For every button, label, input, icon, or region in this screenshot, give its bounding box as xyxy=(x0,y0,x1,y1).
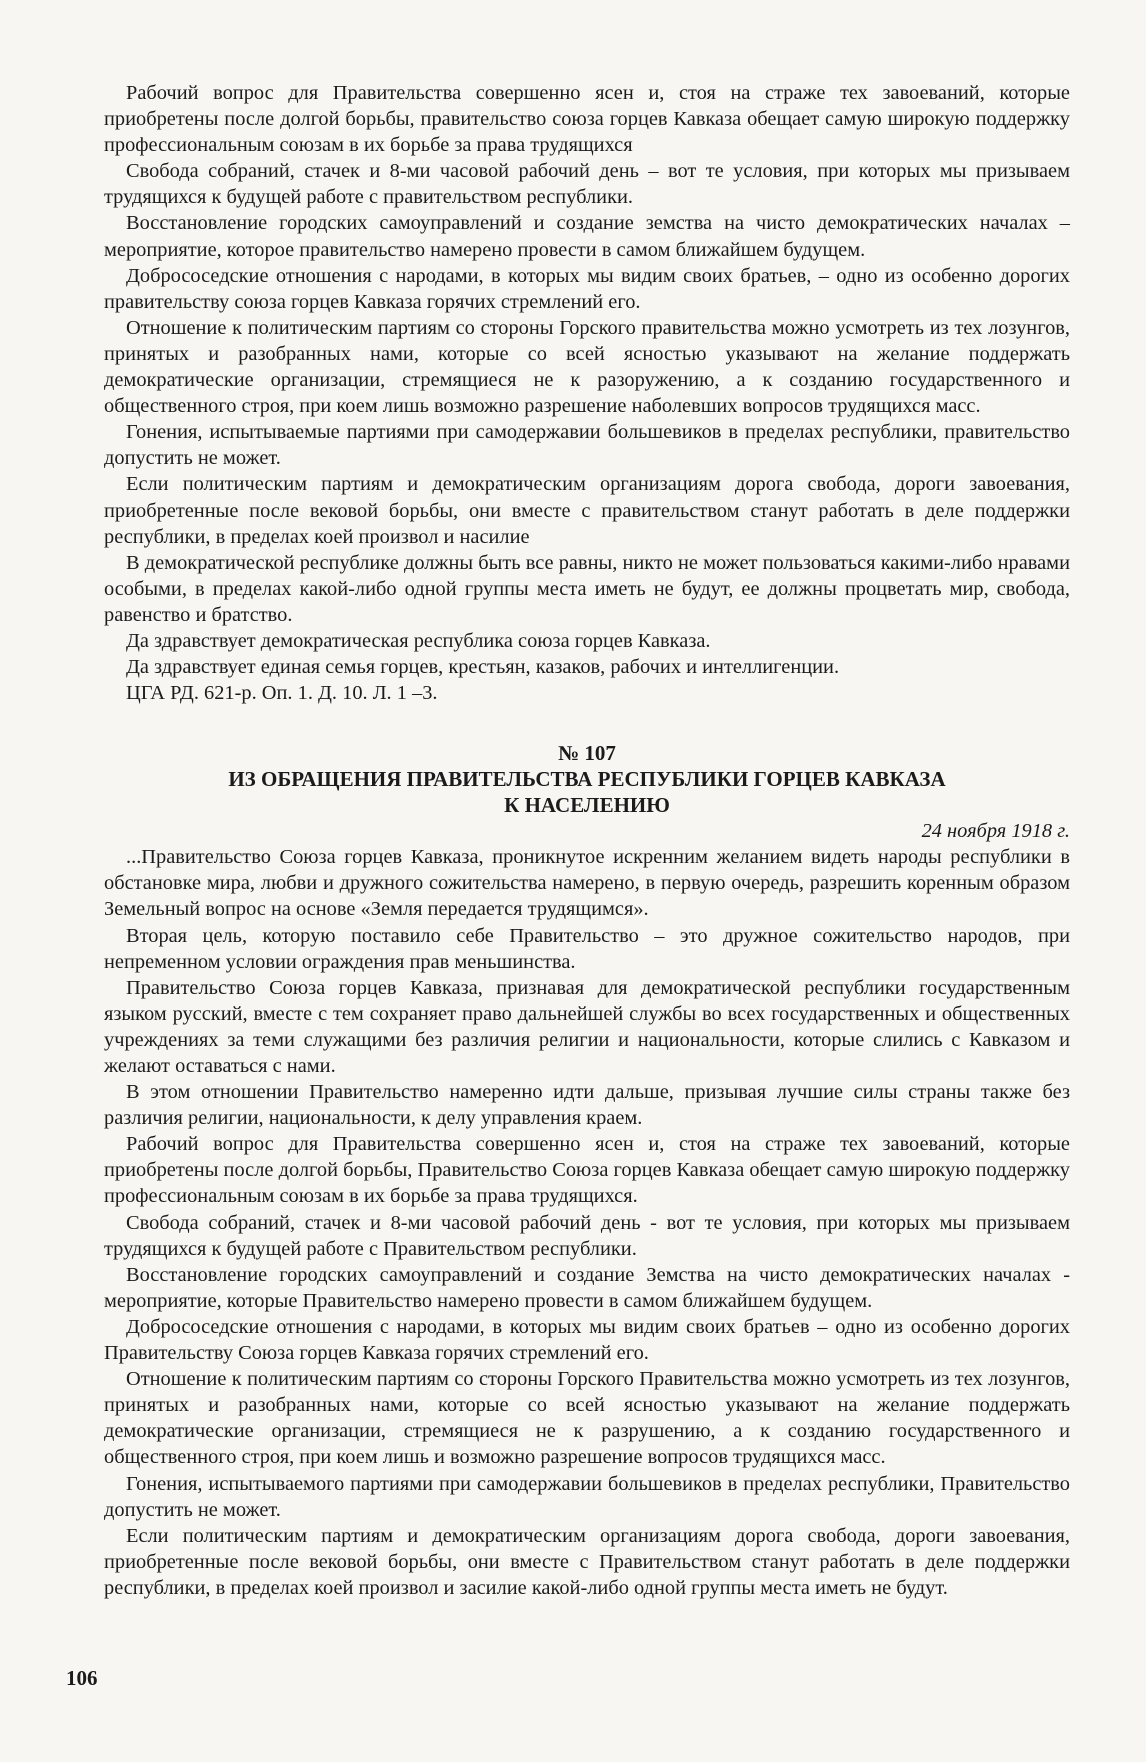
continued-section xyxy=(104,80,1070,706)
paragraph: Восстановление городских самоуправлений и создание земства на чисто демократических началах – мероприятие, которое правительство намерено провести в самом ближайшем будущем. xyxy=(104,212,1070,261)
paragraph: Свобода собраний, стачек и 8-ми часовой рабочий день - вот те условия, при которых мы призываем трудящихся к будущей работе с Правительством республики. xyxy=(104,1211,1070,1260)
paragraph: ...Правительство Союза горцев Кавказа, проникнутое искренним желанием видеть народы республики в обстановке мира, любви и дружного сожительства намерено, в первую очередь, разрешить коренным образом Земельный вопрос на основе «Земля передается трудящимся». xyxy=(104,846,1070,921)
paragraph: Добрососедские отношения с народами, в которых мы видим своих братьев, – одно из особенно дорогих правительству союза горцев Кавказа горячих стремлений его. xyxy=(104,264,1070,313)
paragraph: Восстановление городских самоуправлений и создание Земства на чисто демократических началах - мероприятие, которые Правительство намерено провести в самом ближайшем будущем. xyxy=(104,1263,1070,1312)
paragraph: Гонения, испытываемого партиями при самодержавии большевиков в пределах республики, Правительство допустить не может. xyxy=(104,1472,1070,1521)
text-column xyxy=(104,80,1070,1601)
document-title-line-2: К НАСЕЛЕНИЮ xyxy=(504,793,670,818)
paragraph: Отношение к политическим партиям со стороны Горского правительства можно усмотреть из тех лозунгов, принятых и разобранных нами, которые со всей ясностью указывают на желание поддержать демократические организации, стремящиеся не к разоружению, а к созданию государственного и общественного строя, при коем лишь возможно разрешение наболевших вопросов трудящихся масс. xyxy=(104,316,1070,418)
paragraph: Отношение к политическим партиям со стороны Горского Правительства можно усмотреть из тех лозунгов, принятых и разобранных нами, которые со всей ясностью указывают на желание поддержать демократические организации, стремящиеся не к разрушению, а к созданию государственного и общественного строя, при коем лишь и возможно разрешение вопросов трудящихся масс. xyxy=(104,1368,1070,1469)
document-number: № 107 xyxy=(558,741,616,766)
paragraph: Рабочий вопрос для Правительства совершенно ясен и, стоя на страже тех завоеваний, которые приобретены после долгой борьбы, Правительство Союза горцев Кавказа обещает самую широкую поддержку профессиональным союзам в их борьбе за права трудящихся. xyxy=(104,1133,1070,1208)
paragraph: Вторая цель, которую поставило себе Правительство – это дружное сожительство народов, при непременном условии ограждения прав меньшинства. xyxy=(104,924,1070,973)
paragraph: Правительство Союза горцев Кавказа, признавая для демократической республики государственным языком русский, вместе с тем сохраняет право дальнейшей службы во всех государственных и общественных учреждениях за теми служащими без различия религии и национальности, которые слились с Кавказом и желают оставаться с нами. xyxy=(104,976,1070,1077)
paragraph: Гонения, испытываемые партиями при самодержавии большевиков в пределах республики, правительство допустить не может. xyxy=(104,421,1070,470)
paragraph: Если политическим партиям и демократическим организациям дорога свобода, дороги завоевания, приобретенные после вековой борьбы, они вместе с правительством станут работать в деле поддержки республики, в пределах коей произвол и насилие xyxy=(104,473,1070,548)
paragraph: Добрососедские отношения с народами, в которых мы видим своих братьев – одно из особенно дорогих Правительству Союза горцев Кавказа горячих стремлений его. xyxy=(104,1315,1070,1365)
document-body xyxy=(104,844,1070,1601)
document-title-line-1: ИЗ ОБРАЩЕНИЯ ПРАВИТЕЛЬСТВА РЕСПУБЛИКИ ГОРЦЕВ КАВКАЗА xyxy=(228,767,946,792)
document-heading xyxy=(104,740,1070,818)
paragraph: Да здравствует единая семья горцев, крестьян, казаков, рабочих и интеллигенции. xyxy=(126,656,840,679)
paragraph: В этом отношении Правительство намеренно идти дальше, призывая лучшие силы страны также без различия религии, национальности, к делу управления краем. xyxy=(104,1081,1070,1130)
paragraph: В демократической республике должны быть все равны, никто не может пользоваться какими-либо нравами особыми, в пределах какой-либо одной группы места иметь не будут, ее должны процветать мир, свобода, равенство и братство. xyxy=(104,551,1070,626)
document-date: 24 ноября 1918 г. xyxy=(921,820,1070,843)
paragraph: Рабочий вопрос для Правительства совершенно ясен и, стоя на страже тех завоеваний, которые приобретены после долгой борьбы, правительство союза горцев Кавказа обещает самую широкую поддержку профессиональным союзам в их борьбе за права трудящихся xyxy=(104,82,1070,157)
paragraph: Да здравствует демократическая республика союза горцев Кавказа. xyxy=(126,629,711,652)
archive-reference: ЦГА РД. 621-р. Оп. 1. Д. 10. Л. 1 –3. xyxy=(126,682,438,705)
paragraph: Свобода собраний, стачек и 8-ми часовой рабочий день – вот те условия, при которых мы призываем трудящихся к будущей работе с правительством республики. xyxy=(104,160,1070,209)
page-number: 106 xyxy=(66,1666,98,1690)
paragraph: Если политическим партиям и демократическим организациям дорога свобода, дороги завоевания, приобретенные после вековой борьбы, они вместе с Правительством станут работать в деле поддержки республики, в пределах коей произвол и засилие какой-либо одной группы места иметь не будут. xyxy=(104,1524,1070,1599)
